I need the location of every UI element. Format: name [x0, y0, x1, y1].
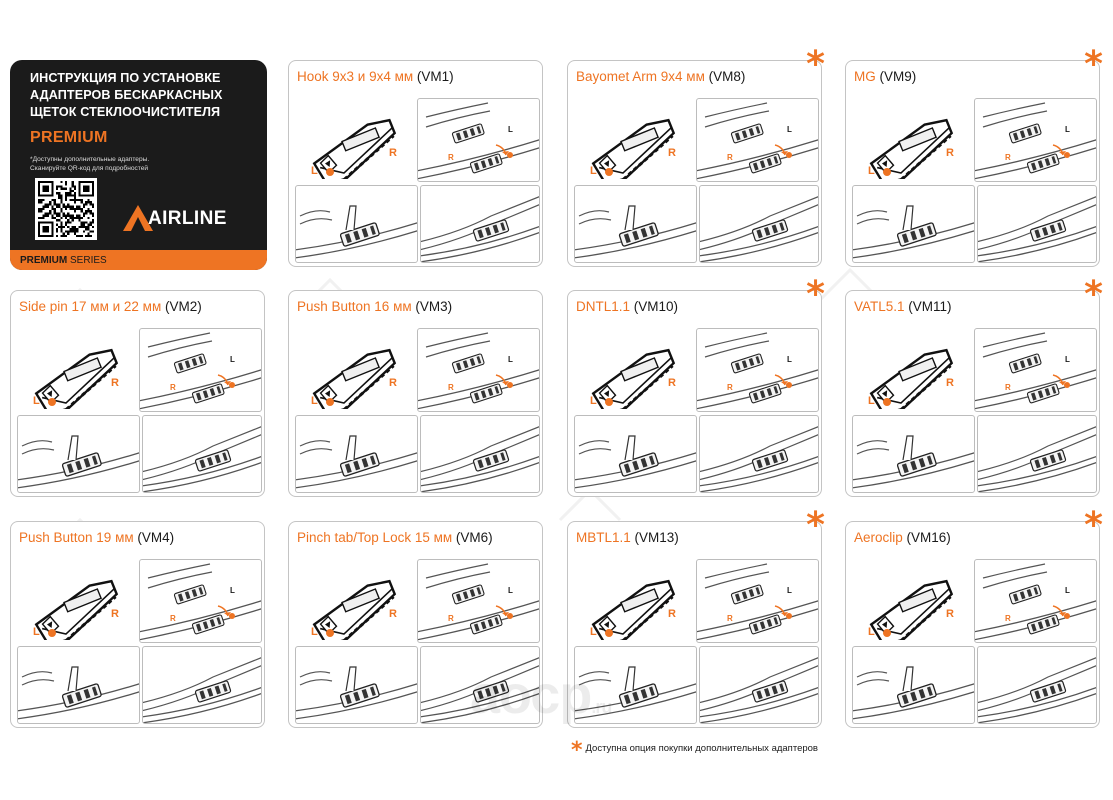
adapter-title — [576, 530, 679, 545]
install-step-1 — [975, 560, 1096, 642]
install-step-1 — [140, 329, 261, 411]
install-step-2 — [853, 416, 974, 492]
title-line: АДАПТЕРОВ БЕСКАРКАСНЫХ — [30, 88, 223, 102]
extra-adapters-asterisk: * — [806, 274, 825, 315]
adapter-name: Bayomet Arm 9x4 мм — [576, 69, 705, 84]
adapter-name: VATL5.1 — [854, 299, 905, 314]
step-panel — [696, 328, 819, 412]
adapter-card — [10, 290, 265, 497]
left-label: L — [590, 395, 597, 407]
install-step-3 — [700, 647, 818, 723]
extra-adapters-asterisk: * — [806, 505, 825, 546]
adapter-title — [19, 530, 174, 545]
right-label: R — [448, 153, 454, 162]
step-panel — [699, 646, 819, 724]
adapter-code: (VM3) — [411, 299, 453, 314]
step-panel — [696, 98, 819, 182]
left-label: L — [230, 355, 235, 364]
adapter-code: (VM9) — [875, 69, 917, 84]
adapter-illustration — [576, 95, 688, 179]
adapter-title — [576, 299, 678, 314]
step-panel — [574, 415, 697, 493]
step-panel — [295, 415, 418, 493]
adapter-card — [288, 290, 543, 497]
adapter-illustration — [854, 95, 966, 179]
qr-code-icon — [38, 181, 94, 237]
adapter-card — [845, 274, 1103, 497]
right-label: R — [448, 614, 454, 623]
step-panel — [696, 559, 819, 643]
note-line: Сканируйте QR-код для подробностей — [30, 165, 149, 172]
step-panel — [17, 646, 140, 724]
adapter-title — [854, 299, 952, 314]
extra-adapters-asterisk: * — [1084, 274, 1103, 315]
step-panel — [974, 98, 1097, 182]
extra-adapters-asterisk: * — [1084, 505, 1103, 546]
step-panel — [852, 185, 975, 263]
adapter-title — [297, 69, 454, 84]
right-label: R — [389, 377, 397, 389]
marker-dot — [326, 398, 334, 406]
right-label: R — [727, 153, 733, 162]
adapter-illustration — [854, 556, 966, 640]
adapter-code: (VM13) — [630, 530, 679, 545]
install-step-1 — [418, 329, 539, 411]
adapter-name: Side pin 17 мм и 22 мм — [19, 299, 162, 314]
adapter-code: (VM10) — [630, 299, 679, 314]
right-label: R — [946, 147, 954, 159]
left-label: L — [590, 165, 597, 177]
adapter-name: DNTL1.1 — [576, 299, 631, 314]
right-label: R — [668, 377, 676, 389]
left-label: L — [1065, 355, 1070, 364]
left-label: L — [33, 626, 40, 638]
watermark-main: аоср — [470, 665, 592, 725]
adapter-title — [854, 69, 916, 84]
install-step-2 — [853, 647, 974, 723]
adapter-code: (VM2) — [161, 299, 202, 314]
left-label: L — [508, 125, 513, 134]
adapter-title — [19, 299, 202, 314]
marker-dot — [883, 629, 891, 637]
step-panel — [574, 185, 697, 263]
marker-dot — [883, 168, 891, 176]
step-panel — [417, 328, 540, 412]
adapter-card — [567, 44, 825, 267]
install-step-2 — [18, 647, 139, 723]
adapter-illustration — [854, 325, 966, 409]
adapter-card — [288, 60, 543, 267]
right-label: R — [946, 608, 954, 620]
step-panel — [977, 646, 1097, 724]
step-panel — [295, 646, 418, 724]
install-step-1 — [697, 560, 818, 642]
step-panel — [974, 328, 1097, 412]
marker-dot — [326, 629, 334, 637]
right-label: R — [389, 147, 397, 159]
marker-dot — [883, 398, 891, 406]
footnote — [571, 736, 818, 761]
step-panel — [139, 559, 262, 643]
install-step-2 — [296, 416, 417, 492]
step-panel — [142, 646, 262, 724]
install-step-1 — [418, 560, 539, 642]
right-label: R — [1005, 614, 1011, 623]
left-label: L — [868, 626, 875, 638]
install-step-3 — [700, 186, 818, 262]
adapter-illustration — [576, 325, 688, 409]
right-label: R — [170, 614, 176, 623]
right-label: R — [1005, 153, 1011, 162]
airline-logo-text: AIRLINE — [148, 208, 227, 229]
adapter-name: Hook 9x3 и 9x4 мм — [297, 69, 414, 84]
step-panel — [852, 646, 975, 724]
adapter-card — [10, 521, 265, 728]
adapter-illustration — [297, 95, 409, 179]
series-rest: SERIES — [67, 255, 107, 266]
adapter-code: (VM16) — [902, 530, 951, 545]
install-step-3 — [421, 186, 539, 262]
adapter-name: MG — [854, 69, 876, 84]
title-line: ИНСТРУКЦИЯ ПО УСТАНОВКЕ — [30, 71, 221, 85]
install-step-2 — [853, 186, 974, 262]
adapter-name: Pinch tab/Top Lock 15 мм — [297, 530, 453, 545]
adapter-title — [297, 530, 493, 545]
extra-adapters-asterisk: * — [806, 44, 825, 85]
install-step-1 — [975, 99, 1096, 181]
marker-dot — [605, 629, 613, 637]
note-line: *Доступны дополнительные адаптеры. — [30, 156, 150, 163]
install-step-3 — [978, 186, 1096, 262]
step-panel — [295, 185, 418, 263]
install-step-2 — [296, 186, 417, 262]
adapter-illustration — [19, 556, 131, 640]
step-panel — [852, 415, 975, 493]
marker-dot — [605, 398, 613, 406]
marker-dot — [48, 629, 56, 637]
instruction-title — [30, 70, 262, 121]
left-label: L — [1065, 125, 1070, 134]
step-panel — [17, 415, 140, 493]
premium-label: PREMIUM — [30, 129, 108, 146]
adapter-card — [845, 44, 1103, 267]
adapter-name: Aeroclip — [854, 530, 903, 545]
left-label: L — [787, 125, 792, 134]
adapter-code: (VM1) — [413, 69, 454, 84]
extra-adapters-asterisk: * — [1084, 44, 1103, 85]
left-label: L — [311, 395, 318, 407]
step-panel — [420, 415, 540, 493]
install-step-3 — [978, 647, 1096, 723]
adapter-illustration — [297, 325, 409, 409]
step-panel — [417, 98, 540, 182]
left-label: L — [311, 165, 318, 177]
premium-series-bar — [10, 250, 267, 270]
footnote-text: Доступна опция покупки дополнительных адаптеров — [585, 743, 818, 755]
install-step-3 — [700, 416, 818, 492]
footnote-asterisk: * — [571, 738, 583, 763]
instruction-header-card — [10, 60, 267, 270]
watermark — [470, 664, 611, 726]
right-label: R — [946, 377, 954, 389]
left-label: L — [868, 395, 875, 407]
adapter-illustration — [297, 556, 409, 640]
watermark-domain: .ru — [591, 697, 612, 717]
install-step-1 — [697, 329, 818, 411]
step-panel — [977, 415, 1097, 493]
right-label: R — [111, 608, 119, 620]
adapter-code: (VM11) — [904, 299, 952, 314]
step-panel — [142, 415, 262, 493]
install-step-2 — [296, 647, 417, 723]
install-step-1 — [697, 99, 818, 181]
adapter-illustration — [576, 556, 688, 640]
left-label: L — [311, 626, 318, 638]
right-label: R — [727, 614, 733, 623]
install-step-1 — [975, 329, 1096, 411]
step-panel — [974, 559, 1097, 643]
left-label: L — [787, 586, 792, 595]
right-label: R — [1005, 383, 1011, 392]
step-panel — [977, 185, 1097, 263]
install-step-3 — [143, 416, 261, 492]
adapters-note — [30, 155, 149, 173]
adapter-code: (VM4) — [133, 530, 175, 545]
step-panel — [417, 559, 540, 643]
install-step-3 — [978, 416, 1096, 492]
title-line: ЩЕТОК СТЕКЛООЧИСТИТЕЛЯ — [30, 105, 221, 119]
adapter-card — [845, 505, 1103, 728]
adapter-title — [854, 530, 951, 545]
left-label: L — [508, 355, 513, 364]
adapter-name: Push Button 19 мм — [19, 530, 134, 545]
step-panel — [139, 328, 262, 412]
install-step-2 — [575, 186, 696, 262]
right-label: R — [448, 383, 454, 392]
install-step-1 — [140, 560, 261, 642]
right-label: R — [727, 383, 733, 392]
left-label: L — [590, 626, 597, 638]
right-label: R — [170, 383, 176, 392]
adapter-name: MBTL1.1 — [576, 530, 631, 545]
step-panel — [699, 415, 819, 493]
series-bold: PREMIUM — [20, 255, 68, 266]
left-label: L — [868, 165, 875, 177]
adapter-code: (VM8) — [704, 69, 746, 84]
adapter-name: Push Button 16 мм — [297, 299, 412, 314]
marker-dot — [48, 398, 56, 406]
step-panel — [699, 185, 819, 263]
left-label: L — [787, 355, 792, 364]
install-step-2 — [575, 416, 696, 492]
step-panel — [420, 185, 540, 263]
qr-code[interactable] — [35, 178, 97, 240]
left-label: L — [508, 586, 513, 595]
left-label: L — [230, 586, 235, 595]
left-label: L — [1065, 586, 1070, 595]
marker-dot — [326, 168, 334, 176]
install-step-3 — [143, 647, 261, 723]
marker-dot — [605, 168, 613, 176]
adapter-title — [297, 299, 452, 314]
install-step-2 — [18, 416, 139, 492]
left-label: L — [33, 395, 40, 407]
install-step-3 — [421, 416, 539, 492]
right-label: R — [389, 608, 397, 620]
right-label: R — [668, 608, 676, 620]
adapter-title — [576, 69, 745, 84]
right-label: R — [111, 377, 119, 389]
install-step-1 — [418, 99, 539, 181]
adapter-card — [567, 274, 825, 497]
adapter-illustration — [19, 325, 131, 409]
adapter-code: (VM6) — [452, 530, 493, 545]
right-label: R — [668, 147, 676, 159]
